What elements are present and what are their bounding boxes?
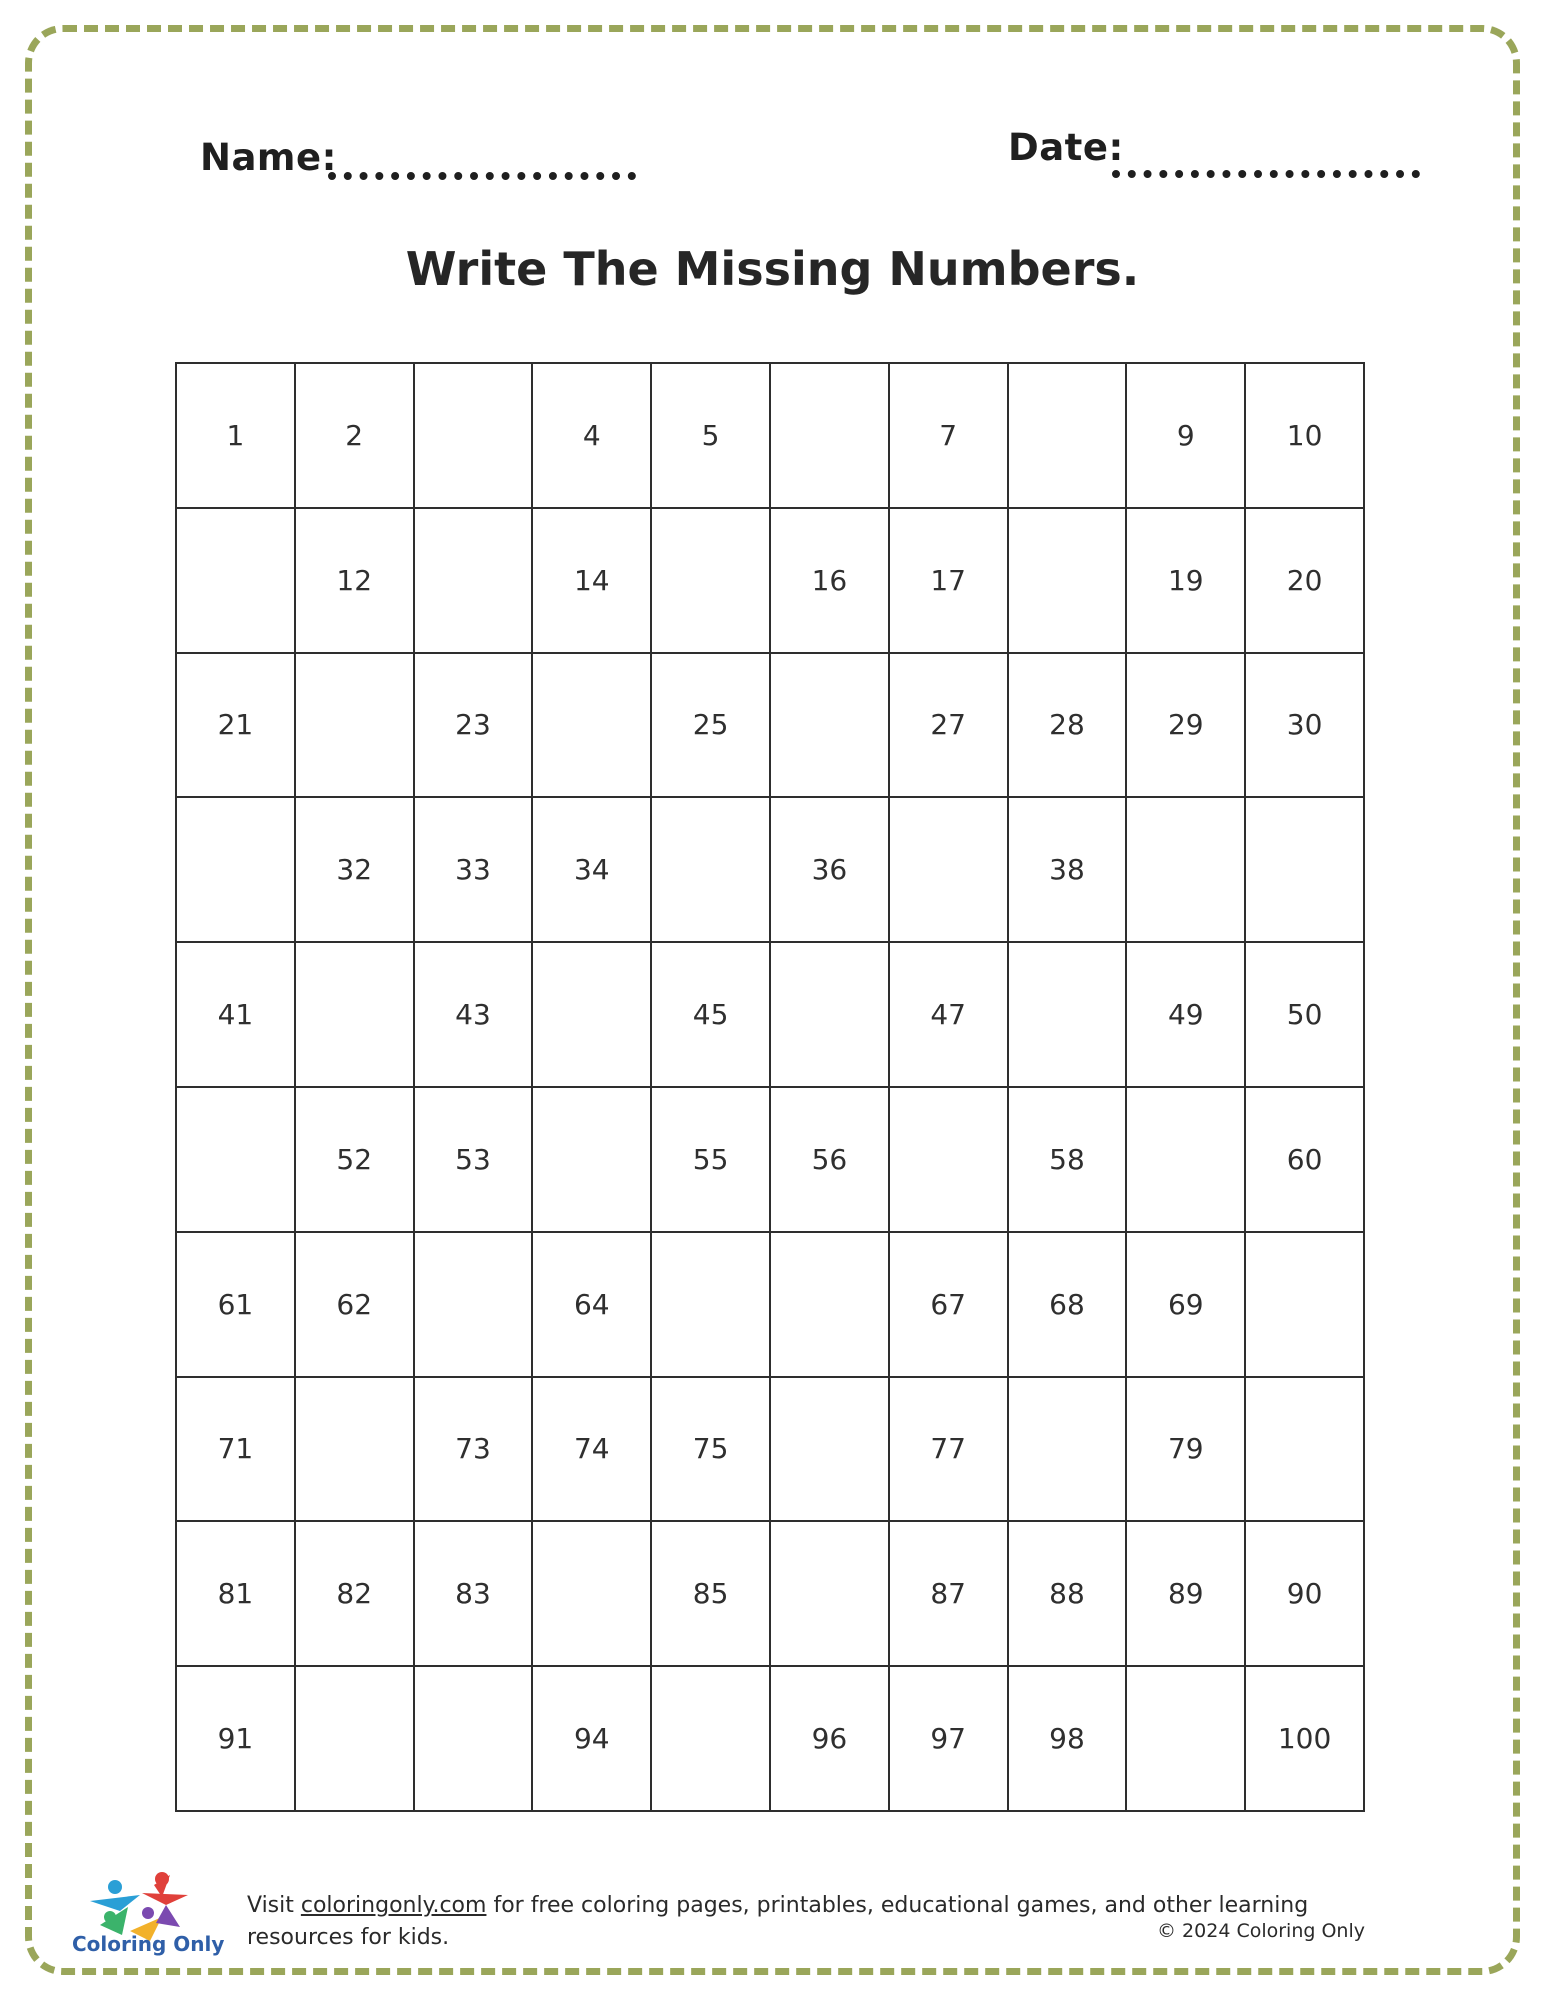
grid-cell: 58 [1008,1087,1127,1232]
grid-cell: 81 [176,1521,295,1666]
grid-cell-blank[interactable] [176,797,295,942]
grid-cell-blank[interactable] [1008,363,1127,508]
grid-cell: 75 [651,1377,770,1522]
grid-cell-blank[interactable] [414,363,533,508]
name-label: Name: [200,136,337,179]
grid-cell-blank[interactable] [651,508,770,653]
grid-cell-blank[interactable] [1008,1377,1127,1522]
grid-cell: 14 [532,508,651,653]
date-label: Date: [1008,126,1124,169]
grid-cell: 69 [1126,1232,1245,1377]
grid-cell: 97 [889,1666,1008,1811]
missing-numbers-grid [175,362,1365,1812]
page-title: Write The Missing Numbers. [405,242,1140,296]
grid-row [176,508,1364,653]
grid-cell-blank[interactable] [1126,1666,1245,1811]
grid-cell: 67 [889,1232,1008,1377]
grid-row [176,363,1364,508]
grid-cell-blank[interactable] [1126,1087,1245,1232]
grid-cell-blank[interactable] [414,1232,533,1377]
logo-text: Coloring Only [72,1932,225,1956]
grid-cell: 60 [1245,1087,1364,1232]
grid-cell: 100 [1245,1666,1364,1811]
grid-cell: 47 [889,942,1008,1087]
grid-cell: 61 [176,1232,295,1377]
grid-cell-blank[interactable] [770,1521,889,1666]
grid-cell: 10 [1245,363,1364,508]
grid-cell: 56 [770,1087,889,1232]
grid-cell-blank[interactable] [532,1087,651,1232]
grid-cell: 79 [1126,1377,1245,1522]
grid-cell: 25 [651,653,770,798]
footer-visit-prefix: Visit [247,1893,301,1918]
grid-cell: 77 [889,1377,1008,1522]
grid-cell-blank[interactable] [176,508,295,653]
grid-cell-blank[interactable] [889,797,1008,942]
grid-cell: 49 [1126,942,1245,1087]
grid-cell: 33 [414,797,533,942]
grid-cell: 43 [414,942,533,1087]
grid-cell: 5 [651,363,770,508]
grid-cell: 1 [176,363,295,508]
grid-cell: 28 [1008,653,1127,798]
grid-cell: 41 [176,942,295,1087]
grid-cell-blank[interactable] [532,942,651,1087]
grid-cell: 29 [1126,653,1245,798]
grid-cell: 4 [532,363,651,508]
grid-cell-blank[interactable] [770,1232,889,1377]
grid-cell: 36 [770,797,889,942]
date-field[interactable] [1112,170,1420,178]
grid-cell: 27 [889,653,1008,798]
grid-cell: 53 [414,1087,533,1232]
grid-cell-blank[interactable] [414,508,533,653]
grid-cell: 45 [651,942,770,1087]
grid-cell: 32 [295,797,414,942]
grid-cell-blank[interactable] [651,797,770,942]
grid-cell: 38 [1008,797,1127,942]
grid-cell: 87 [889,1521,1008,1666]
grid-cell-blank[interactable] [295,1666,414,1811]
grid-cell: 90 [1245,1521,1364,1666]
grid-cell: 34 [532,797,651,942]
grid-cell-blank[interactable] [770,653,889,798]
grid-row [176,797,1364,942]
grid-cell: 62 [295,1232,414,1377]
grid-cell: 74 [532,1377,651,1522]
grid-cell: 23 [414,653,533,798]
grid-cell: 96 [770,1666,889,1811]
grid-cell: 16 [770,508,889,653]
name-field[interactable] [328,172,636,180]
grid-cell: 55 [651,1087,770,1232]
grid-cell-blank[interactable] [295,1377,414,1522]
grid-cell-blank[interactable] [1126,797,1245,942]
grid-cell-blank[interactable] [532,1521,651,1666]
grid-cell: 83 [414,1521,533,1666]
grid-cell-blank[interactable] [532,653,651,798]
grid-cell-blank[interactable] [1008,508,1127,653]
grid-cell-blank[interactable] [414,1666,533,1811]
grid-row [176,1377,1364,1522]
grid-cell-blank[interactable] [295,653,414,798]
grid-cell: 17 [889,508,1008,653]
grid-cell: 2 [295,363,414,508]
grid-cell-blank[interactable] [651,1666,770,1811]
coloringonly-link[interactable]: coloringonly.com [300,1893,487,1918]
grid-cell: 88 [1008,1521,1127,1666]
grid-cell-blank[interactable] [295,942,414,1087]
grid-row [176,942,1364,1087]
grid-cell-blank[interactable] [651,1232,770,1377]
grid-cell: 50 [1245,942,1364,1087]
grid-cell-blank[interactable] [1245,797,1364,942]
grid-cell: 19 [1126,508,1245,653]
grid-cell-blank[interactable] [1245,1232,1364,1377]
grid-cell: 21 [176,653,295,798]
grid-row [176,1521,1364,1666]
grid-cell: 52 [295,1087,414,1232]
grid-cell: 94 [532,1666,651,1811]
copyright-text: © 2024 Coloring Only [1157,1920,1365,1942]
grid-cell-blank[interactable] [770,942,889,1087]
grid-cell: 98 [1008,1666,1127,1811]
grid-cell: 12 [295,508,414,653]
grid-cell: 9 [1126,363,1245,508]
grid-cell: 30 [1245,653,1364,798]
grid-row [176,1232,1364,1377]
grid-cell: 71 [176,1377,295,1522]
grid-cell-blank[interactable] [889,1087,1008,1232]
grid-cell-blank[interactable] [770,363,889,508]
grid-cell: 68 [1008,1232,1127,1377]
footer-visit-suffix: for free coloring pages, printables, educational games, and other learning resources for kids. [247,1893,1309,1950]
grid-cell-blank[interactable] [1245,1377,1364,1522]
grid-cell: 85 [651,1521,770,1666]
grid-cell: 64 [532,1232,651,1377]
grid-row [176,653,1364,798]
grid-cell: 91 [176,1666,295,1811]
grid-cell: 7 [889,363,1008,508]
grid-cell-blank[interactable] [1008,942,1127,1087]
grid-cell-blank[interactable] [176,1087,295,1232]
grid-cell: 82 [295,1521,414,1666]
grid-cell-blank[interactable] [770,1377,889,1522]
grid-cell: 20 [1245,508,1364,653]
grid-row [176,1666,1364,1811]
grid-row [176,1087,1364,1232]
grid-cell: 89 [1126,1521,1245,1666]
grid-cell: 73 [414,1377,533,1522]
